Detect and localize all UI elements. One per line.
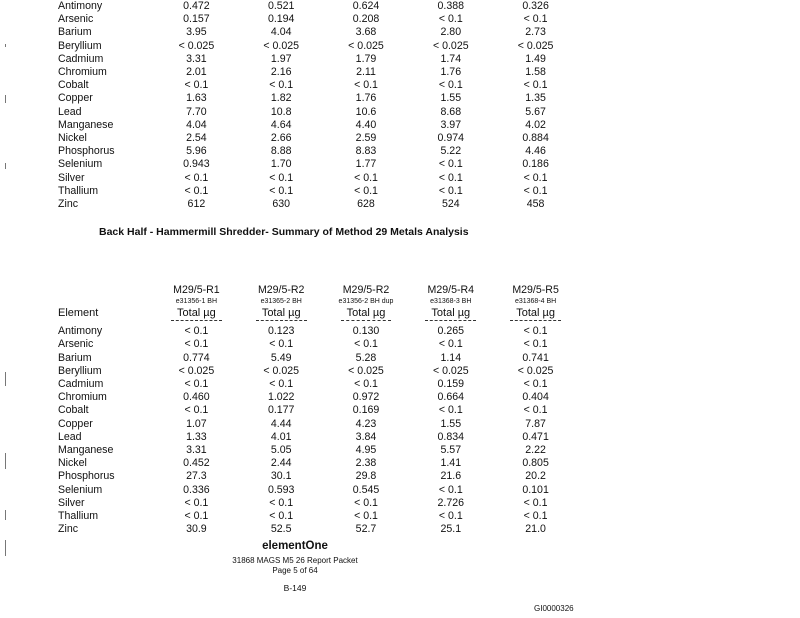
table-row <box>58 497 578 510</box>
measurement-value: 0.388 <box>437 0 465 12</box>
scan-margin-mark <box>5 540 10 556</box>
header-unit-row <box>58 306 578 320</box>
measurement-value: 0.177 <box>267 404 295 417</box>
element-name: Barium <box>58 351 92 364</box>
measurement-value: 1.76 <box>440 66 462 79</box>
measurement-value: < 0.025 <box>517 39 554 52</box>
scan-margin-mark <box>5 163 10 169</box>
table-row <box>58 391 578 404</box>
measurement-value: < 0.1 <box>354 510 378 523</box>
element-name: Silver <box>58 496 85 509</box>
measurement-value: < 0.025 <box>432 39 469 52</box>
table-row <box>58 158 578 171</box>
measurement-value: 1.58 <box>525 66 546 79</box>
table-row <box>58 185 578 198</box>
measurement-value: 1.70 <box>270 158 292 171</box>
measurement-value: 0.624 <box>352 0 380 12</box>
table-row <box>58 145 578 158</box>
measurement-value: < 0.1 <box>523 325 548 338</box>
element-name: Cadmium <box>58 52 104 65</box>
measurement-value: < 0.1 <box>438 13 463 26</box>
header-sample-row <box>58 297 578 306</box>
element-name: Beryllium <box>58 39 102 52</box>
measurement-value: 0.471 <box>522 430 549 443</box>
measurement-value: < 0.025 <box>178 39 215 52</box>
column-sample-id: e31356-2 BH dup <box>338 298 394 306</box>
column-unit: Total µg <box>341 307 392 321</box>
measurement-value: < 0.1 <box>269 338 294 351</box>
measurement-value: 0.326 <box>522 0 549 12</box>
measurement-value: 0.774 <box>183 351 210 364</box>
element-name: Phosphorus <box>58 145 115 158</box>
measurement-value: < 0.1 <box>184 510 209 523</box>
back-half-results-body <box>58 325 578 536</box>
measurement-value: < 0.025 <box>348 364 384 377</box>
element-column-header: Element <box>58 307 99 319</box>
measurement-value: 1.14 <box>440 351 462 364</box>
measurement-value: 3.31 <box>186 444 207 457</box>
column-label: M29/5-R4 <box>427 284 475 296</box>
measurement-value: < 0.1 <box>354 79 378 92</box>
table-row <box>58 66 578 79</box>
measurement-value: 0.593 <box>267 483 295 496</box>
table-row <box>58 470 578 483</box>
measurement-value: < 0.1 <box>269 378 294 391</box>
column-unit-cell <box>408 306 493 320</box>
element-name: Manganese <box>58 118 114 131</box>
measurement-value: 29.8 <box>355 470 377 483</box>
header-label-row <box>58 284 578 297</box>
measurement-value: 0.974 <box>437 132 465 145</box>
measurement-value: 21.0 <box>525 523 546 536</box>
measurement-value: 30.1 <box>270 470 292 483</box>
measurement-value: < 0.1 <box>269 184 294 197</box>
table-row <box>58 106 578 119</box>
measurement-value: 1.63 <box>186 92 207 105</box>
measurement-value: 0.336 <box>183 483 210 496</box>
measurement-value: 0.460 <box>183 391 210 404</box>
measurement-value: 4.01 <box>270 430 292 443</box>
table-row <box>58 404 578 417</box>
column-unit-cell <box>324 306 409 320</box>
scan-margin-mark <box>5 95 10 103</box>
measurement-value: 1.76 <box>355 92 377 105</box>
measurement-value: 0.943 <box>183 158 210 171</box>
measurement-value: 2.66 <box>270 132 292 145</box>
element-name: Cadmium <box>58 378 104 391</box>
measurement-value: < 0.1 <box>523 510 548 523</box>
measurement-value: 1.77 <box>355 158 377 171</box>
table-row <box>58 484 578 497</box>
scan-margin-mark <box>5 453 10 469</box>
measurement-value: 5.49 <box>270 351 292 364</box>
element-name: Antimony <box>58 0 103 12</box>
measurement-value: < 0.1 <box>438 184 463 197</box>
measurement-value: 4.23 <box>355 417 377 430</box>
table-row <box>58 378 578 391</box>
measurement-value: 1.79 <box>355 52 377 65</box>
footer-page-number: Page 5 of 64 <box>272 566 318 575</box>
measurement-value: 1.82 <box>270 92 292 105</box>
measurement-value: 1.35 <box>525 92 546 105</box>
measurement-value: 0.884 <box>522 132 549 145</box>
measurement-value: 0.265 <box>437 325 465 338</box>
element-name: Beryllium <box>58 364 102 377</box>
measurement-value: < 0.1 <box>269 171 294 184</box>
measurement-value: 27.3 <box>186 470 207 483</box>
measurement-value: < 0.1 <box>184 171 209 184</box>
measurement-value: 8.88 <box>270 145 292 158</box>
measurement-value: 3.31 <box>186 52 207 65</box>
measurement-value: 0.741 <box>522 351 549 364</box>
measurement-value: < 0.1 <box>438 404 463 417</box>
table-row <box>58 510 578 523</box>
measurement-value: < 0.1 <box>438 338 463 351</box>
measurement-value: < 0.1 <box>184 404 209 417</box>
measurement-value: < 0.025 <box>348 39 384 52</box>
measurement-value: 4.04 <box>270 26 292 39</box>
measurement-value: 3.95 <box>186 26 207 39</box>
measurement-value: 5.28 <box>355 351 377 364</box>
measurement-value: 4.44 <box>270 417 292 430</box>
measurement-value: 5.57 <box>440 444 462 457</box>
element-name: Phosphorus <box>58 470 115 483</box>
measurement-value: < 0.1 <box>184 378 209 391</box>
column-sample-id: e31368-3 BH <box>430 298 472 306</box>
measurement-value: 2.16 <box>270 66 292 79</box>
measurement-value: 1.41 <box>440 457 462 470</box>
element-name: Chromium <box>58 66 107 79</box>
measurement-value: 0.834 <box>437 430 465 443</box>
measurement-value: 7.87 <box>525 417 546 430</box>
measurement-value: 1.07 <box>186 417 207 430</box>
measurement-value: < 0.1 <box>523 171 548 184</box>
measurement-value: 458 <box>526 198 545 211</box>
column-unit: Total µg <box>171 307 222 321</box>
measurement-value: 0.169 <box>352 404 380 417</box>
element-name: Cobalt <box>58 404 89 417</box>
measurement-value: 0.472 <box>183 0 210 12</box>
top-results-body <box>58 0 578 211</box>
table-row <box>58 0 578 13</box>
document-id: GI0000326 <box>534 604 574 613</box>
measurement-value: 10.8 <box>270 105 292 118</box>
measurement-value: < 0.1 <box>269 496 294 509</box>
table-row <box>58 418 578 431</box>
measurement-value: < 0.1 <box>184 325 209 338</box>
measurement-value: < 0.1 <box>184 184 209 197</box>
measurement-value: 0.130 <box>352 325 380 338</box>
measurement-value: 2.11 <box>356 66 376 79</box>
measurement-value: 2.80 <box>440 26 462 39</box>
measurement-value: < 0.1 <box>269 79 294 92</box>
measurement-value: 52.7 <box>355 523 377 536</box>
measurement-value: 3.68 <box>355 26 377 39</box>
table-row <box>58 523 578 536</box>
measurement-value: < 0.1 <box>523 496 548 509</box>
measurement-value: 2.44 <box>270 457 292 470</box>
table-row <box>58 198 578 211</box>
measurement-value: 4.04 <box>186 118 207 131</box>
footer-report-title: 31868 MAGS M5 26 Report Packet <box>232 556 358 565</box>
measurement-value: 0.208 <box>352 13 380 26</box>
measurement-value: < 0.1 <box>438 171 463 184</box>
measurement-value: 2.38 <box>355 457 377 470</box>
element-name: Lead <box>58 430 82 443</box>
measurement-value: < 0.1 <box>523 184 548 197</box>
measurement-value: < 0.1 <box>354 184 378 197</box>
column-sample-id: e31365-2 BH <box>260 298 302 306</box>
element-name: Copper <box>58 92 93 105</box>
table-row <box>58 172 578 185</box>
measurement-value: 3.84 <box>355 430 377 443</box>
element-name: Manganese <box>58 444 114 457</box>
measurement-value: 2.01 <box>186 66 207 79</box>
column-unit-cell <box>239 306 324 320</box>
measurement-value: < 0.1 <box>354 496 378 509</box>
element-name: Thallium <box>58 184 99 197</box>
measurement-value: 0.404 <box>522 391 549 404</box>
measurement-value: 0.545 <box>352 483 380 496</box>
measurement-value: < 0.1 <box>523 79 548 92</box>
back-half-header <box>58 284 578 325</box>
measurement-value: 5.96 <box>186 145 207 158</box>
measurement-value: 630 <box>272 198 291 211</box>
measurement-value: 4.95 <box>355 444 377 457</box>
measurement-value: 8.68 <box>440 105 462 118</box>
element-name: Arsenic <box>58 338 94 351</box>
measurement-value: 0.159 <box>437 378 465 391</box>
column-unit: Total µg <box>256 307 307 321</box>
measurement-value: 1.022 <box>267 391 295 404</box>
measurement-value: 0.664 <box>437 391 465 404</box>
measurement-value: 2.22 <box>525 444 546 457</box>
measurement-value: 2.54 <box>186 132 207 145</box>
measurement-value: 0.452 <box>183 457 210 470</box>
measurement-value: < 0.1 <box>523 13 548 26</box>
measurement-value: 4.46 <box>525 145 546 158</box>
element-name: Lead <box>58 105 82 118</box>
measurement-value: 21.6 <box>440 470 462 483</box>
measurement-value: 1.49 <box>525 52 546 65</box>
measurement-value: 0.157 <box>183 13 210 26</box>
element-name: Silver <box>58 171 85 184</box>
table-row <box>58 457 578 470</box>
element-name: Antimony <box>58 325 103 338</box>
measurement-value: 2.59 <box>355 132 377 145</box>
measurement-value: < 0.1 <box>354 171 378 184</box>
measurement-value: 8.83 <box>355 145 377 158</box>
measurement-value: < 0.025 <box>263 39 300 52</box>
measurement-value: 3.97 <box>440 118 462 131</box>
element-name: Arsenic <box>58 13 94 26</box>
column-unit-cell <box>493 306 578 320</box>
table-row <box>58 325 578 338</box>
column-unit-cell <box>154 306 239 320</box>
measurement-value: 0.805 <box>522 457 549 470</box>
measurement-value: < 0.025 <box>432 364 469 377</box>
table-row <box>58 119 578 132</box>
section-title: Back Half - Hammermill Shredder- Summary of Method 29 Metals Analysis <box>99 226 469 238</box>
measurement-value: < 0.1 <box>523 338 548 351</box>
measurement-value: 1.97 <box>270 52 292 65</box>
measurement-value: 25.1 <box>440 523 462 536</box>
footer-company: elementOne <box>262 540 328 552</box>
measurement-value: 1.74 <box>440 52 462 65</box>
table-row <box>58 53 578 66</box>
measurement-value: 524 <box>441 198 460 211</box>
element-name: Zinc <box>58 523 79 536</box>
header-spacer <box>58 284 154 297</box>
measurement-value: 0.123 <box>267 325 295 338</box>
measurement-value: < 0.1 <box>269 510 294 523</box>
column-label: M29/5-R5 <box>512 284 559 296</box>
measurement-value: 0.521 <box>267 0 295 12</box>
measurement-value: < 0.1 <box>184 79 209 92</box>
measurement-value: 30.9 <box>186 523 207 536</box>
scan-margin-mark <box>5 44 10 47</box>
measurement-value: 0.194 <box>267 13 295 26</box>
column-label: M29/5-R1 <box>173 284 220 296</box>
element-name: Zinc <box>58 198 79 211</box>
measurement-value: 7.70 <box>186 105 207 118</box>
measurement-value: < 0.1 <box>523 378 548 391</box>
table-row <box>58 92 578 105</box>
scan-margin-mark <box>5 510 10 520</box>
column-sample-id: e31356-1 BH <box>175 298 218 306</box>
measurement-value: 628 <box>357 198 375 211</box>
back-half-results-table <box>58 284 578 536</box>
table-row <box>58 40 578 53</box>
column-unit: Total µg <box>425 307 476 321</box>
measurement-value: < 0.1 <box>438 510 463 523</box>
table-row <box>58 431 578 444</box>
column-unit: Total µg <box>510 307 561 321</box>
footer-page-code: B-149 <box>283 583 307 593</box>
measurement-value: < 0.025 <box>178 364 215 377</box>
top-results-table <box>58 0 578 211</box>
measurement-value: 2.73 <box>525 26 546 39</box>
measurement-value: 2.726 <box>437 496 465 509</box>
column-sample-id: e31368-4 BH <box>514 298 557 306</box>
table-row <box>58 132 578 145</box>
table-row <box>58 13 578 26</box>
measurement-value: < 0.1 <box>354 338 378 351</box>
measurement-value: 20.2 <box>525 470 546 483</box>
table-row <box>58 79 578 92</box>
header-spacer <box>58 297 154 306</box>
measurement-value: < 0.1 <box>523 404 548 417</box>
measurement-value: < 0.025 <box>517 364 554 377</box>
measurement-value: 52.5 <box>270 523 292 536</box>
element-name: Chromium <box>58 391 107 404</box>
table-row <box>58 26 578 39</box>
measurement-value: 5.05 <box>270 444 292 457</box>
measurement-value: < 0.1 <box>184 496 209 509</box>
measurement-value: 0.101 <box>522 483 549 496</box>
element-name: Thallium <box>58 510 99 523</box>
measurement-value: 0.972 <box>352 391 380 404</box>
table-row <box>58 365 578 378</box>
element-name: Barium <box>58 26 92 39</box>
measurement-value: < 0.1 <box>438 483 463 496</box>
measurement-value: 4.40 <box>355 118 377 131</box>
measurement-value: 1.33 <box>186 430 207 443</box>
measurement-value: 10.6 <box>355 105 377 118</box>
measurement-value: 612 <box>187 198 206 211</box>
table-row <box>58 444 578 457</box>
measurement-value: < 0.1 <box>438 79 463 92</box>
table-row <box>58 352 578 365</box>
element-name: Nickel <box>58 457 87 470</box>
table-row <box>58 338 578 351</box>
measurement-value: < 0.1 <box>184 338 209 351</box>
element-name: Selenium <box>58 483 103 496</box>
measurement-value: 1.55 <box>440 417 462 430</box>
measurement-value: < 0.1 <box>438 158 463 171</box>
measurement-value: 1.55 <box>440 92 462 105</box>
element-name: Nickel <box>58 132 87 145</box>
element-name: Selenium <box>58 158 103 171</box>
column-label: M29/5-R2 <box>342 284 390 296</box>
measurement-value: < 0.1 <box>354 378 378 391</box>
measurement-value: 4.02 <box>525 118 546 131</box>
measurement-value: < 0.025 <box>263 364 300 377</box>
measurement-value: 5.67 <box>525 105 546 118</box>
measurement-value: 0.186 <box>522 158 549 171</box>
measurement-value: 5.22 <box>440 145 462 158</box>
scan-margin-mark <box>5 372 10 386</box>
element-name: Copper <box>58 417 93 430</box>
column-label: M29/5-R2 <box>257 284 305 296</box>
measurement-value: 4.64 <box>270 118 292 131</box>
element-name: Cobalt <box>58 79 89 92</box>
